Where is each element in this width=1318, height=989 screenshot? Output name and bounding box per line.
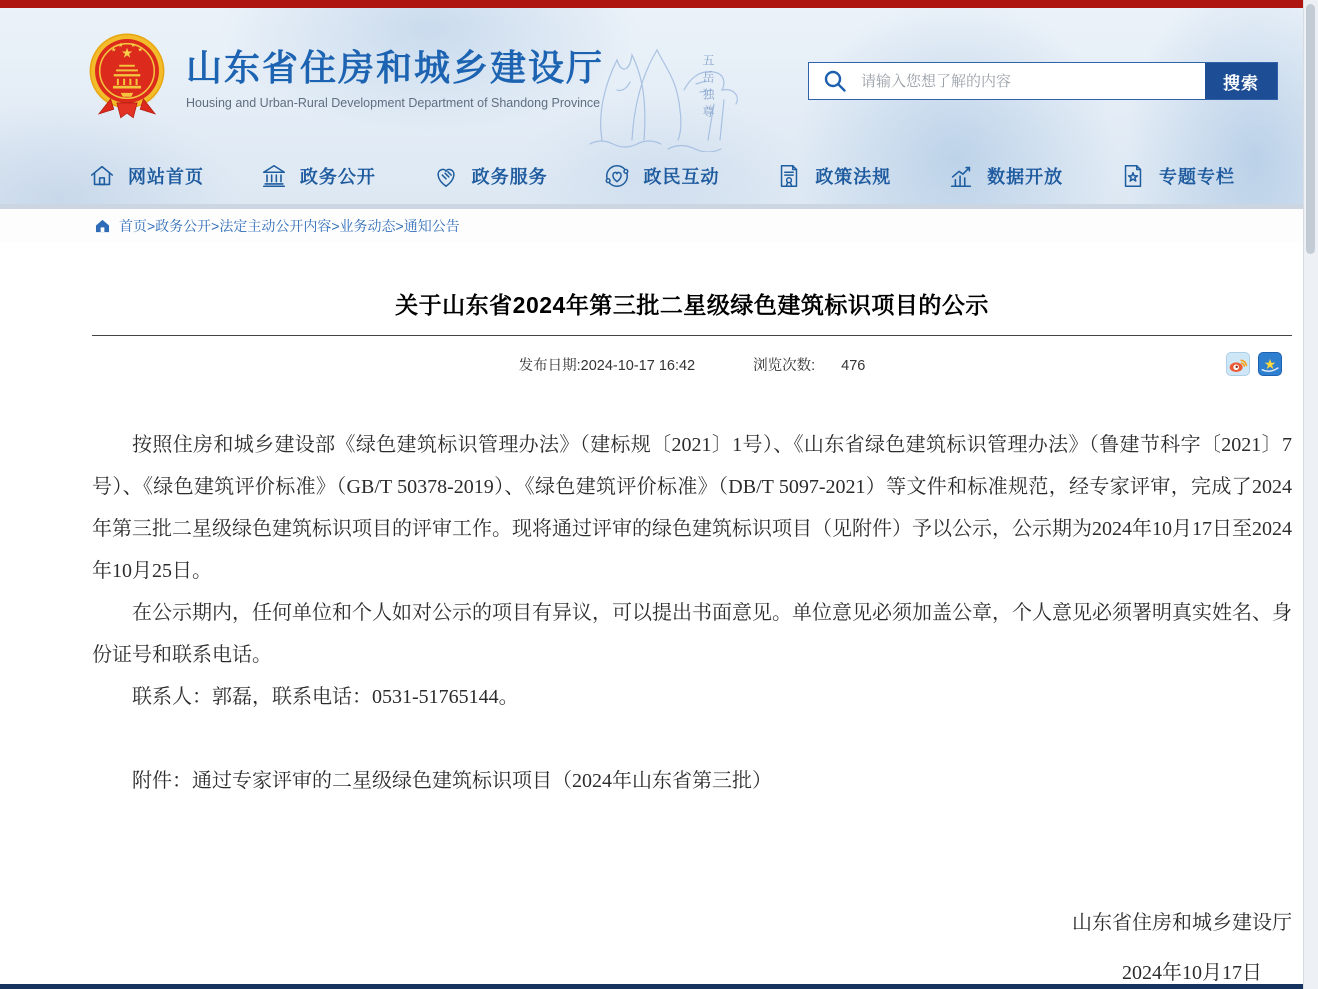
search-button[interactable]: 搜索 (1205, 63, 1277, 99)
nav-label: 专题专栏 (1158, 167, 1235, 187)
home-icon (88, 162, 116, 190)
nav-item-public-interaction[interactable] (603, 162, 719, 190)
publish-date-value: 2024-10-17 16:42 (580, 357, 696, 374)
footer-strip (0, 984, 1303, 989)
attachment-line[interactable]: 附件：通过专家评审的二星级绿色建筑标识项目（2024年山东省第三批） (132, 770, 772, 792)
nav-label: 政务服务 (471, 167, 548, 187)
scrollbar-thumb[interactable] (1306, 4, 1315, 254)
bar-chart-icon (947, 162, 975, 190)
nav-label: 数据开放 (987, 167, 1064, 187)
view-count-value: 476 (841, 357, 866, 374)
publish-date-label: 发布日期: (518, 357, 581, 374)
nav-item-gov-services[interactable] (432, 162, 548, 190)
site-brand (186, 46, 604, 110)
article-meta (92, 348, 1292, 380)
nav-label: 网站首页 (128, 167, 204, 187)
article-body (92, 424, 1292, 802)
signature-organization: 山东省住房和城乡建设厅 (1072, 912, 1292, 934)
paragraph: 按照住房和城乡建设部《绿色建筑标识管理办法》（建标规〔2021〕1号）、《山东省绿色建筑标识管理办法》（鲁建节科字〔2021〕7号）、《绿色建筑评价标准》（GB/T 50378-2019）、《绿色建筑评价标准》（DB/T 5097-2021）等文件和标准规范，经专家评审，完成了2024年第三批二星级绿色建筑标识项目的评审工作。现将通过评审的绿色建筑标识项目（见附件）予以公示，公示期为2024年10月17日至2024年10月25日。 (92, 434, 1292, 582)
nav-label: 政务公开 (299, 167, 376, 187)
breadcrumb-home-icon (95, 219, 110, 233)
star-page-icon (1119, 162, 1147, 190)
qzone-share-icon[interactable] (1258, 352, 1282, 376)
top-red-strip (0, 0, 1303, 8)
nav-label: 政民互动 (643, 167, 720, 187)
site-header (0, 8, 1303, 204)
svg-text:★: ★ (117, 41, 124, 49)
policy-document-icon (775, 162, 803, 190)
paragraph: 在公示期内，任何单位和个人如对公示的项目有异议，可以提出书面意见。单位意见必须加盖公章，个人意见必须署明真实姓名、身份证号和联系电话。 (92, 602, 1292, 666)
scrollbar[interactable] (1303, 0, 1318, 989)
publish-date (519, 354, 696, 375)
svg-text:★: ★ (1263, 356, 1277, 373)
view-count (753, 354, 865, 375)
svg-text:★: ★ (130, 41, 137, 49)
weibo-share-icon[interactable] (1226, 352, 1250, 376)
nav-label: 政策法规 (815, 167, 892, 187)
breadcrumb[interactable] (0, 209, 1303, 243)
bank-icon (260, 162, 288, 190)
mountain-painting-decoration (572, 20, 787, 152)
nav-item-policies[interactable] (775, 162, 891, 190)
page-title: 关于山东省2024年第三批二星级绿色建筑标识项目的公示 (395, 292, 989, 318)
share-buttons (1226, 352, 1282, 376)
notice-article (0, 243, 1303, 985)
nav-item-home[interactable] (88, 162, 204, 190)
signature-date: 2024年10月17日 (1122, 962, 1262, 984)
site-subtitle-en: Housing and Urban-Rural Development Department of Shandong Province (186, 96, 601, 111)
nav-item-special-columns[interactable] (1119, 162, 1235, 190)
svg-text:★: ★ (137, 46, 144, 54)
chat-heart-icon (603, 162, 631, 190)
search-input[interactable] (861, 63, 1205, 99)
handshake-icon (432, 162, 460, 190)
national-emblem-logo (88, 32, 166, 124)
view-count-label: 浏览次数: (753, 357, 816, 374)
site-title: 山东省住房和城乡建设厅 (186, 47, 605, 88)
main-nav (0, 148, 1303, 204)
title-rule (92, 335, 1292, 336)
site-search (808, 62, 1278, 100)
search-icon (809, 63, 861, 99)
nav-item-open-data[interactable] (947, 162, 1063, 190)
svg-text:★: ★ (110, 46, 117, 54)
mountain-inscription: 五岳独尊 (701, 54, 715, 122)
breadcrumb-path: 首页>政务公开>法定主动公开内容>业务动态>通知公告 (119, 218, 460, 234)
svg-text:★: ★ (121, 45, 133, 61)
paragraph: 联系人：郭磊，联系电话：0531-51765144。 (132, 686, 519, 708)
nav-item-gov-disclosure[interactable] (260, 162, 376, 190)
